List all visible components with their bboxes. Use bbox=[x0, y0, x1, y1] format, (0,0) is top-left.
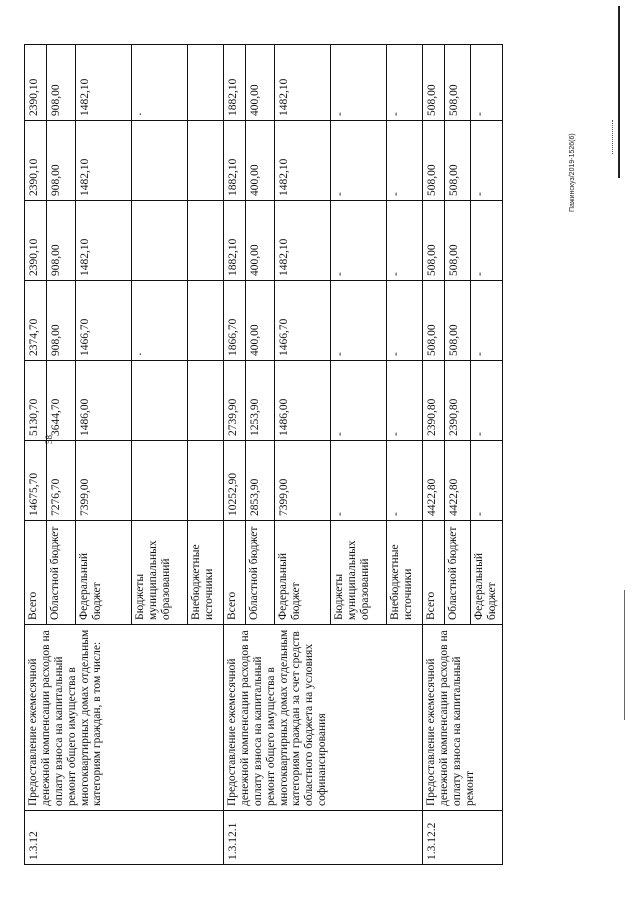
funding-source: Бюджеты муниципальных образований bbox=[331, 521, 387, 625]
amount-cell: - bbox=[471, 201, 503, 281]
amount-cell: 1882,10 bbox=[224, 121, 246, 201]
amount-cell: 1466,70 bbox=[275, 281, 331, 361]
amount-cell: - bbox=[471, 281, 503, 361]
amount-cell: 14675,70 bbox=[25, 441, 47, 521]
amount-cell: 4422,80 bbox=[423, 441, 445, 521]
amount-cell bbox=[188, 361, 224, 441]
amount-cell: 1882,10 bbox=[224, 201, 246, 281]
funding-source: Областной бюджет bbox=[445, 521, 471, 625]
funding-source: Всего bbox=[423, 521, 445, 625]
funding-source: Всего bbox=[25, 521, 47, 625]
amount-cell: - bbox=[331, 441, 387, 521]
amount-cell: - bbox=[387, 121, 423, 201]
amount-cell: · bbox=[132, 45, 188, 121]
amount-cell: - bbox=[331, 201, 387, 281]
amount-cell: 908,00 bbox=[47, 121, 76, 201]
amount-cell: - bbox=[387, 201, 423, 281]
amount-cell bbox=[188, 281, 224, 361]
amount-cell: 1482,10 bbox=[76, 201, 132, 281]
funding-source: Федеральный бюджет bbox=[471, 521, 503, 625]
amount-cell: 7276,70 bbox=[47, 441, 76, 521]
table-row bbox=[25, 45, 47, 865]
amount-cell: 508,00 bbox=[445, 201, 471, 281]
funding-source: Областной бюджет bbox=[47, 521, 76, 625]
item-code: 1.3.12 bbox=[25, 811, 224, 865]
amount-cell: 1482,10 bbox=[275, 45, 331, 121]
funding-source: Всего bbox=[224, 521, 246, 625]
amount-cell: 1482,10 bbox=[275, 121, 331, 201]
amount-cell bbox=[188, 441, 224, 521]
amount-cell: 5130,70 bbox=[25, 361, 47, 441]
amount-cell: 2390,10 bbox=[25, 45, 47, 121]
document-stamp: Пажинскуз/2019-1526(6) bbox=[569, 133, 576, 212]
amount-cell: 400,00 bbox=[246, 201, 275, 281]
amount-cell: 908,00 bbox=[47, 281, 76, 361]
amount-cell: 508,00 bbox=[423, 45, 445, 121]
amount-cell: 1466,70 bbox=[76, 281, 132, 361]
amount-cell bbox=[132, 201, 188, 281]
amount-cell: 1253,90 bbox=[246, 361, 275, 441]
amount-cell: · bbox=[132, 281, 188, 361]
amount-cell: 1866,70 bbox=[224, 281, 246, 361]
funding-source: Внебюджетные источники bbox=[188, 521, 224, 625]
amount-cell bbox=[188, 45, 224, 121]
amount-cell: 7399,00 bbox=[275, 441, 331, 521]
amount-cell: - bbox=[471, 45, 503, 121]
amount-cell: 400,00 bbox=[246, 121, 275, 201]
item-description: Предоставление ежемесячной денежной компенсации расходов на оплату взноса на капитальный ремонт bbox=[423, 625, 503, 811]
amount-cell: - bbox=[471, 121, 503, 201]
amount-cell bbox=[188, 121, 224, 201]
amount-cell: 1482,10 bbox=[76, 45, 132, 121]
amount-cell: - bbox=[331, 45, 387, 121]
amount-cell: 508,00 bbox=[445, 45, 471, 121]
scan-edge-dots bbox=[612, 120, 614, 154]
amount-cell: 1882,10 bbox=[224, 45, 246, 121]
amount-cell: 908,00 bbox=[47, 201, 76, 281]
amount-cell: - bbox=[471, 441, 503, 521]
amount-cell: - bbox=[387, 45, 423, 121]
amount-cell: 2390,10 bbox=[25, 201, 47, 281]
amount-cell: 2853,90 bbox=[246, 441, 275, 521]
funding-table bbox=[24, 44, 503, 865]
amount-cell: 2739,90 bbox=[224, 361, 246, 441]
amount-cell: 400,00 bbox=[246, 45, 275, 121]
amount-cell: - bbox=[331, 361, 387, 441]
scan-edge-line bbox=[618, 6, 620, 178]
funding-source: Федеральный бюджет bbox=[76, 521, 132, 625]
amount-cell bbox=[132, 441, 188, 521]
amount-cell: 1486,00 bbox=[275, 361, 331, 441]
rotated-table-container bbox=[24, 45, 502, 865]
amount-cell: 7399,00 bbox=[76, 441, 132, 521]
table-row bbox=[224, 45, 246, 865]
amount-cell: 4422,80 bbox=[445, 441, 471, 521]
funding-source: Бюджеты муниципальных образований bbox=[132, 521, 188, 625]
amount-cell: 508,00 bbox=[423, 281, 445, 361]
amount-cell: - bbox=[387, 281, 423, 361]
amount-cell: 2390,80 bbox=[445, 361, 471, 441]
amount-cell: - bbox=[387, 441, 423, 521]
item-description: Предоставление ежемесячной денежной компенсации расходов на оплату взноса на капитальный ремонт общего имущества в многоквартирных домах отдельным категориям граждан, в том числе: bbox=[25, 625, 224, 811]
amount-cell: 1482,10 bbox=[275, 201, 331, 281]
funding-source: Федеральный бюджет bbox=[275, 521, 331, 625]
amount-cell bbox=[132, 121, 188, 201]
amount-cell: 1482,10 bbox=[76, 121, 132, 201]
funding-source: Областной бюджет bbox=[246, 521, 275, 625]
scan-edge-line bbox=[624, 590, 625, 720]
item-code: 1.3.12.2 bbox=[423, 811, 503, 865]
amount-cell bbox=[132, 361, 188, 441]
funding-source: Внебюджетные источники bbox=[387, 521, 423, 625]
amount-cell: - bbox=[471, 361, 503, 441]
amount-cell bbox=[188, 201, 224, 281]
item-code: 1.3.12.1 bbox=[224, 811, 423, 865]
amount-cell: 2390,10 bbox=[25, 121, 47, 201]
amount-cell: - bbox=[387, 361, 423, 441]
item-description: Предоставление ежемесячной денежной компенсации расходов на оплату взноса на капитальный ремонт общего имущества в многоквартирных домах отдельным категориям граждан за счет средств областного бюджета на условиях софинансирования bbox=[224, 625, 423, 811]
amount-cell: 3644,70 bbox=[47, 361, 76, 441]
amount-cell: 10252,90 bbox=[224, 441, 246, 521]
amount-cell: 400,00 bbox=[246, 281, 275, 361]
amount-cell: 508,00 bbox=[423, 121, 445, 201]
amount-cell: 2374,70 bbox=[25, 281, 47, 361]
table-row bbox=[423, 45, 445, 865]
amount-cell: 2390,80 bbox=[423, 361, 445, 441]
amount-cell: - bbox=[331, 281, 387, 361]
page-number: 58 bbox=[44, 435, 54, 444]
amount-cell: 508,00 bbox=[445, 121, 471, 201]
amount-cell: 908,00 bbox=[47, 45, 76, 121]
amount-cell: 1486,00 bbox=[76, 361, 132, 441]
amount-cell: 508,00 bbox=[445, 281, 471, 361]
amount-cell: 508,00 bbox=[423, 201, 445, 281]
amount-cell: - bbox=[331, 121, 387, 201]
